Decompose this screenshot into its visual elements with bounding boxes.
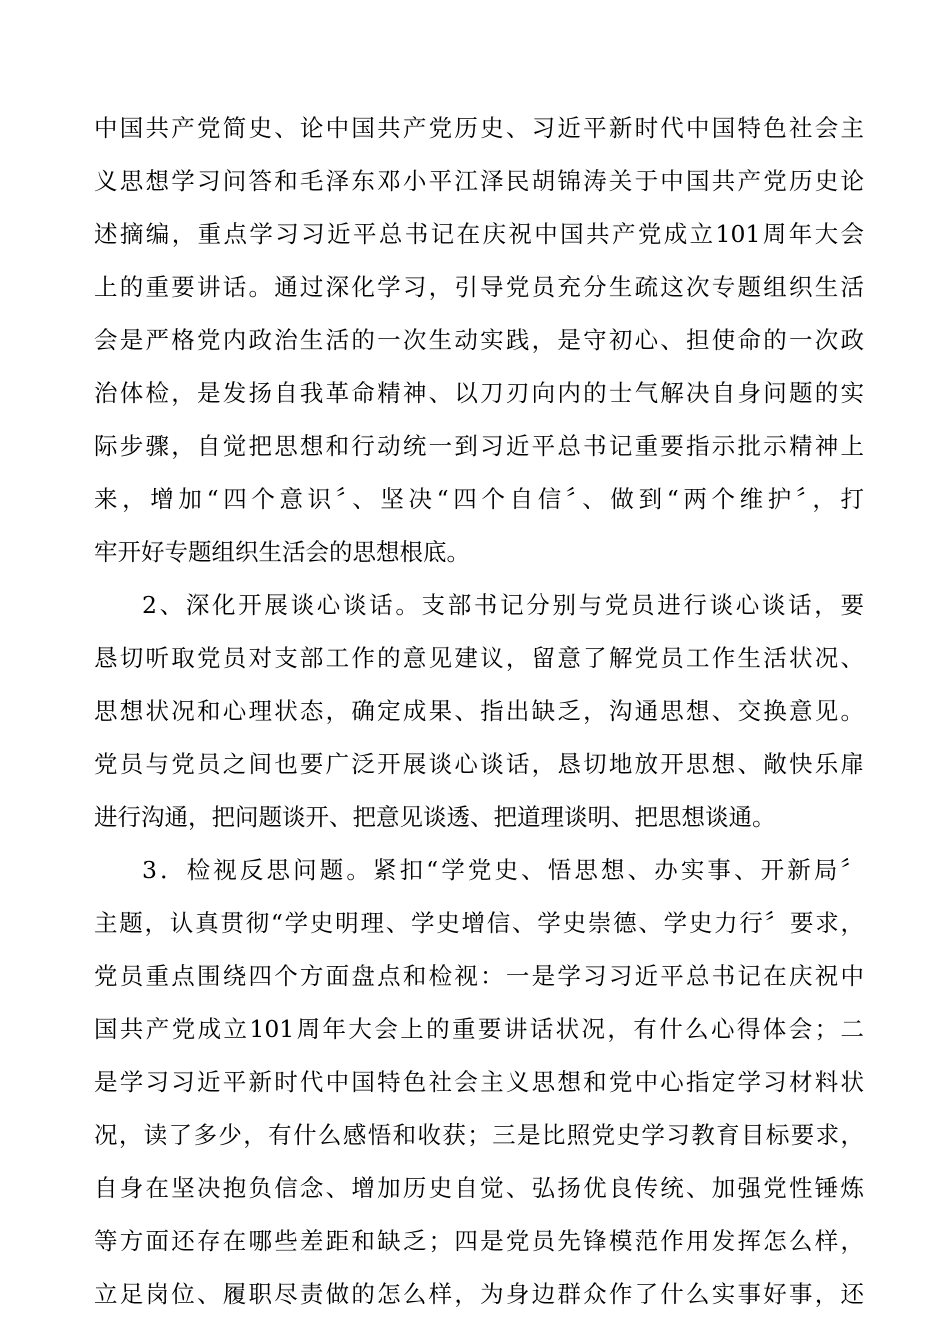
text-line: 中国共产党简史、论中国共产党历史、习近平新时代中国特色社会主: [94, 114, 864, 142]
text-line: 来，增加“四个意识〞、坚决“四个自信〞、做到“两个维护〞，打: [94, 485, 864, 513]
text-line: 述摘编，重点学习习近平总书记在庆祝中国共产党成立101周年大会: [94, 220, 864, 248]
text-line: 上的重要讲话。通过深化学习，引导党员充分生疏这次专题组织生活: [94, 273, 864, 301]
text-line: 况，读了多少，有什么感悟和收获；三是比照党史学习教育目标要求，: [94, 1121, 864, 1149]
text-line: 进行沟通，把问题谈开、把意见谈透、把道理谈明、把思想谈通。: [94, 803, 776, 831]
paragraph-first-line: 3．检视反思问题。紧扣“学党史、悟思想、办实事、开新局〞: [142, 856, 864, 884]
text-line: 际步骤，自觉把思想和行动统一到习近平总书记重要指示批示精神上: [94, 432, 864, 460]
text-line: 是学习习近平新时代中国特色社会主义思想和党中心指定学习材料状: [94, 1068, 864, 1096]
text-line: 牢开好专题组织生活会的思想根底。: [94, 538, 470, 566]
text-line: 党员与党员之间也要广泛开展谈心谈话，恳切地放开思想、敞快乐扉: [94, 750, 864, 778]
text-line: 国共产党成立101周年大会上的重要讲话状况，有什么心得体会；二: [94, 1015, 864, 1043]
paragraph-first-line: 2、深化开展谈心谈话。支部书记分别与党员进行谈心谈话，要: [142, 591, 864, 619]
text-line: 自身在坚决抱负信念、增加历史自觉、弘扬优良传统、加强党性锤炼: [94, 1174, 864, 1202]
text-line: 等方面还存在哪些差距和缺乏；四是党员先锋模范作用发挥怎么样，: [94, 1227, 864, 1255]
text-line: 主题，认真贯彻“学史明理、学史增信、学史崇德、学史力行〞要求，: [94, 909, 864, 937]
text-line: 恳切听取党员对支部工作的意见建议，留意了解党员工作生活状况、: [94, 644, 864, 672]
text-line: 立足岗位、履职尽责做的怎么样，为身边群众作了什么实事好事，还: [94, 1280, 864, 1308]
text-line: 思想状况和心理状态，确定成果、指出缺乏，沟通思想、交换意见。: [94, 697, 864, 725]
text-line: 党员重点围绕四个方面盘点和检视：一是学习习近平总书记在庆祝中: [94, 962, 864, 990]
text-line: 治体检，是发扬自我革命精神、以刀刃向内的士气解决自身问题的实: [94, 379, 864, 407]
text-line: 会是严格党内政治生活的一次生动实践，是守初心、担使命的一次政: [94, 326, 864, 354]
text-line: 义思想学习问答和毛泽东邓小平江泽民胡锦涛关于中国共产党历史论: [94, 167, 864, 195]
